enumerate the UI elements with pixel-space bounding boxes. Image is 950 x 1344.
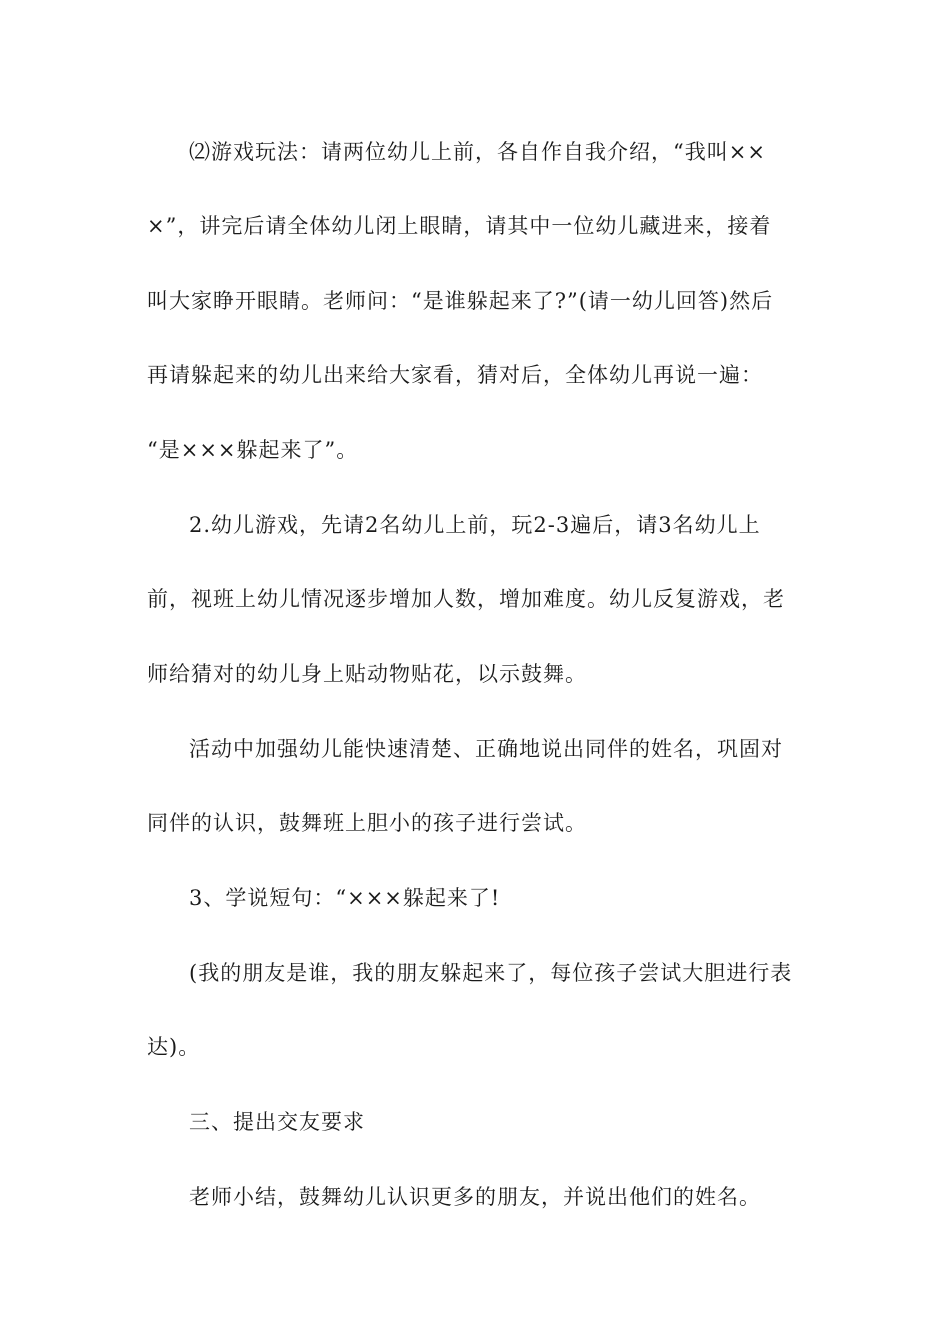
text-line-8: 师给猜对的幼儿身上贴动物贴花，以示鼓舞。: [147, 662, 587, 686]
text-line-5: “是×××躲起来了”。: [147, 438, 359, 462]
text-line-13: 达)。: [147, 1035, 201, 1059]
text-line-7: 前，视班上幼儿情况逐步增加人数，增加难度。幼儿反复游戏，老: [147, 587, 785, 611]
text-line-10: 同伴的认识，鼓舞班上胆小的孩子进行尝试。: [147, 811, 587, 835]
text-line-12: (我的朋友是谁，我的朋友躲起来了，每位孩子尝试大胆进行表: [189, 961, 793, 985]
text-line-1: ⑵游戏玩法：请两位幼儿上前，各自作自我介绍，“我叫××: [189, 140, 766, 164]
text-line-11: 3、学说短句：“×××躲起来了!: [189, 886, 501, 910]
text-line-6: 2.幼儿游戏，先请2名幼儿上前，玩2-3遍后，请3名幼儿上: [189, 513, 761, 537]
text-line-2: ×”，讲完后请全体幼儿闭上眼睛，请其中一位幼儿藏进来，接着: [147, 214, 772, 238]
text-line-9: 活动中加强幼儿能快速清楚、正确地说出同伴的姓名，巩固对: [189, 737, 783, 761]
text-line-14: 三、提出交友要求: [189, 1110, 365, 1134]
text-line-4: 再请躲起来的幼儿出来给大家看，猜对后，全体幼儿再说一遍：: [147, 363, 763, 387]
text-line-15: 老师小结，鼓舞幼儿认识更多的朋友，并说出他们的姓名。: [189, 1185, 761, 1209]
text-line-3: 叫大家睁开眼睛。老师问：“是谁躲起来了?”(请一幼儿回答)然后: [147, 289, 774, 313]
